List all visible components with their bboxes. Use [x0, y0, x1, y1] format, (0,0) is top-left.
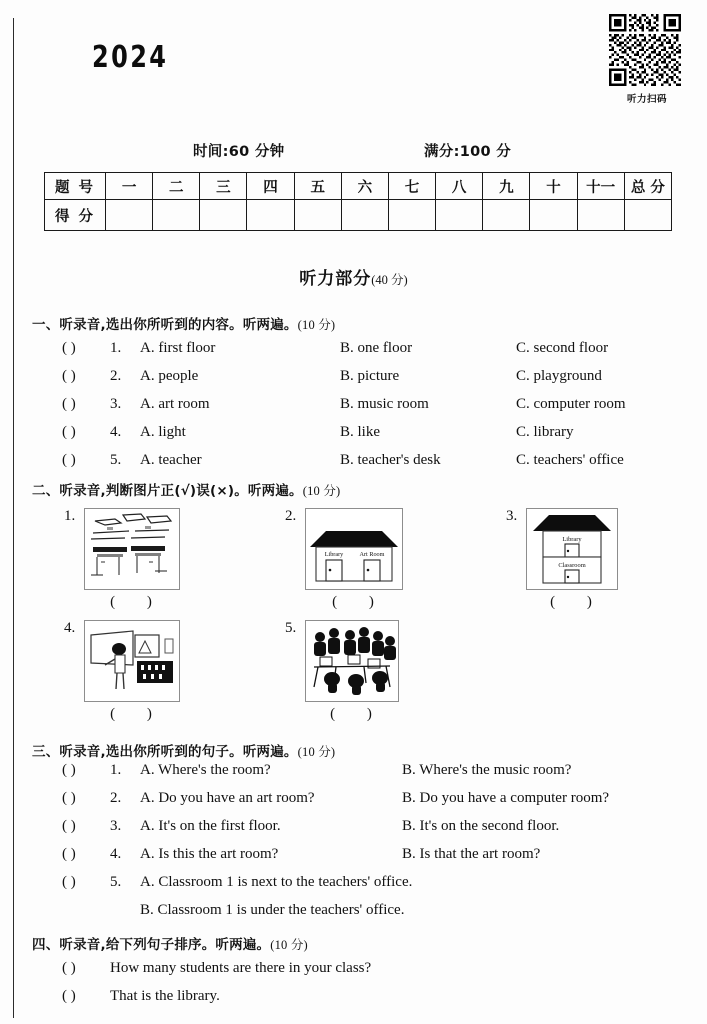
score-entry-cell[interactable]: [483, 200, 530, 231]
answer-blank[interactable]: ( ): [62, 452, 76, 468]
building-sign-top: Library: [562, 536, 582, 543]
score-entry-cell[interactable]: [200, 200, 247, 231]
picture-answer-blank-3[interactable]: ( ): [550, 594, 606, 610]
question-row[interactable]: [62, 818, 689, 840]
picture-box-1[interactable]: [84, 508, 180, 590]
score-entry-cell[interactable]: [153, 200, 200, 231]
question-row[interactable]: [62, 424, 689, 446]
table-cell-q5: 五: [294, 173, 341, 200]
ordering-sentence: That is the library.: [110, 988, 220, 1004]
qr-code-icon: [609, 14, 681, 86]
page-binding-rule: [13, 18, 14, 1018]
picture-item-3: [506, 508, 631, 616]
table-row-question-numbers: [45, 173, 672, 200]
question-row[interactable]: [62, 452, 689, 474]
score-entry-cell[interactable]: [341, 200, 388, 231]
building-sign-left: Library: [324, 551, 344, 558]
section-2-points: (10 分): [302, 484, 341, 498]
section-3-heading: [32, 740, 335, 760]
section-4-heading: [32, 933, 308, 953]
answer-blank[interactable]: ( ): [62, 790, 76, 806]
score-entry-cell[interactable]: [388, 200, 435, 231]
option-a[interactable]: A. Is this the art room?: [140, 846, 279, 862]
picture-index: 5.: [285, 620, 297, 636]
page-title: 2024: [92, 40, 169, 75]
answer-blank[interactable]: ( ): [62, 762, 76, 778]
option-a[interactable]: A. teacher: [140, 452, 202, 468]
section-1-points: (10 分): [297, 318, 336, 332]
option-b[interactable]: B. like: [340, 424, 380, 440]
answer-blank[interactable]: ( ): [62, 340, 76, 356]
picture-answer-blank-5[interactable]: ( ): [330, 706, 386, 722]
exam-duration-label: 时间:60 分钟: [193, 144, 285, 160]
option-c[interactable]: C. playground: [516, 368, 602, 384]
table-header-cell: 题 号: [45, 173, 106, 200]
question-row[interactable]: [62, 762, 689, 784]
picture-box-5[interactable]: [305, 620, 399, 702]
picture-index: 1.: [64, 508, 76, 524]
question-number: 4.: [110, 424, 122, 440]
table-cell-total: 总 分: [624, 173, 671, 200]
option-c[interactable]: C. second floor: [516, 340, 609, 356]
section-1-heading-text: 一、听录音,选出你所听到的内容。听两遍。: [32, 317, 298, 333]
question-number: 2.: [110, 790, 122, 806]
picture-index: 2.: [285, 508, 297, 524]
score-entry-cell[interactable]: [577, 200, 624, 231]
answer-blank[interactable]: ( ): [62, 818, 76, 834]
question-row[interactable]: [62, 340, 689, 362]
exam-meta-row: [0, 140, 707, 162]
section-1-heading: [32, 313, 335, 333]
table-cell-q9: 九: [483, 173, 530, 200]
ordering-item[interactable]: [62, 960, 689, 982]
question-row[interactable]: [62, 874, 689, 896]
question-number: 5.: [110, 452, 122, 468]
qr-code-block: [609, 14, 685, 105]
section-3-heading-text: 三、听录音,选出你所听到的句子。听两遍。: [32, 744, 298, 760]
building-sign-bottom: Classroom: [558, 562, 586, 569]
option-a[interactable]: A. first floor: [140, 340, 216, 356]
table-cell-q11: 十一: [577, 173, 624, 200]
question-row[interactable]: [62, 846, 689, 868]
answer-blank[interactable]: ( ): [62, 424, 76, 440]
question-number: 3.: [110, 818, 122, 834]
option-c[interactable]: C. teachers' office: [516, 452, 624, 468]
score-entry-cell[interactable]: [530, 200, 577, 231]
option-a[interactable]: A. art room: [140, 396, 210, 412]
answer-blank[interactable]: ( ): [62, 988, 76, 1004]
answer-blank[interactable]: ( ): [62, 960, 76, 976]
picture-answer-blank-1[interactable]: ( ): [110, 594, 166, 610]
score-entry-cell[interactable]: [624, 200, 671, 231]
question-number: 1.: [110, 340, 122, 356]
option-b[interactable]: B. music room: [340, 396, 429, 412]
picture-answer-blank-4[interactable]: ( ): [110, 706, 166, 722]
picture-answer-blank-2[interactable]: ( ): [332, 594, 388, 610]
option-c[interactable]: C. computer room: [516, 396, 626, 412]
picture-item-2: [285, 508, 410, 616]
teacher-at-board-picture: [85, 621, 179, 701]
option-b[interactable]: B. It's on the second floor.: [402, 818, 560, 834]
library-art-room-building-picture: [306, 509, 402, 589]
picture-item-5: [285, 620, 410, 728]
building-sign-right: Art Room: [359, 551, 385, 558]
answer-blank[interactable]: ( ): [62, 846, 76, 862]
table-cell-q3: 三: [200, 173, 247, 200]
score-entry-cell[interactable]: [436, 200, 483, 231]
section-4-heading-text: 四、听录音,给下列句子排序。听两遍。: [32, 937, 271, 953]
score-table: [44, 172, 672, 231]
picture-item-4: [64, 620, 184, 728]
table-header-cell-score: 得 分: [45, 200, 106, 231]
question-row[interactable]: [62, 790, 689, 812]
score-entry-cell[interactable]: [106, 200, 153, 231]
listening-part-points: (40 分): [371, 273, 408, 287]
score-entry-cell[interactable]: [294, 200, 341, 231]
section-2-heading-text: 二、听录音,判断图片正(√)误(×)。听两遍。: [32, 483, 303, 499]
question-number: 2.: [110, 368, 122, 384]
question-row[interactable]: [62, 368, 689, 390]
option-a[interactable]: A. It's on the first floor.: [140, 818, 281, 834]
picture-box-3[interactable]: [526, 508, 618, 590]
table-cell-q7: 七: [388, 173, 435, 200]
table-cell-q2: 二: [153, 173, 200, 200]
answer-blank[interactable]: ( ): [62, 874, 76, 890]
option-b-continued[interactable]: B. Classroom 1 is under the teachers' office.: [140, 902, 405, 918]
section-3-points: (10 分): [297, 745, 336, 759]
table-cell-q6: 六: [341, 173, 388, 200]
two-storey-building-picture: [527, 509, 617, 589]
table-cell-q10: 十: [530, 173, 577, 200]
ordering-item[interactable]: [62, 988, 689, 1010]
classroom-sketch-picture: [85, 509, 179, 589]
answer-blank[interactable]: ( ): [62, 368, 76, 384]
picture-index: 4.: [64, 620, 76, 636]
question-number: 3.: [110, 396, 122, 412]
option-b[interactable]: B. Where's the music room?: [402, 762, 572, 778]
option-b[interactable]: B. one floor: [340, 340, 413, 356]
table-cell-q4: 四: [247, 173, 294, 200]
listening-part-title: [0, 264, 707, 289]
picture-item-1: [64, 508, 184, 616]
section-2-heading: [32, 479, 340, 499]
answer-blank[interactable]: ( ): [62, 396, 76, 412]
option-a[interactable]: A. people: [140, 368, 199, 384]
option-a[interactable]: A. Do you have an art room?: [140, 790, 315, 806]
ordering-sentence: How many students are there in your class?: [110, 960, 372, 976]
margin-artifact-text: [2, 330, 12, 800]
question-number: 1.: [110, 762, 122, 778]
qr-caption: 听力扫码: [626, 94, 667, 105]
option-b[interactable]: B. Is that the art room?: [402, 846, 541, 862]
picture-index: 3.: [506, 508, 518, 524]
option-c[interactable]: C. library: [516, 424, 574, 440]
option-a[interactable]: A. Classroom 1 is next to the teachers' office.: [140, 874, 413, 890]
section-4-points: (10 分): [270, 938, 308, 952]
listening-part-label: 听力部分: [299, 269, 372, 289]
picture-box-2[interactable]: [305, 508, 403, 590]
computer-room-crowd-picture: [306, 621, 398, 701]
table-cell-q8: 八: [436, 173, 483, 200]
option-a[interactable]: A. Where's the room?: [140, 762, 271, 778]
option-b[interactable]: B. picture: [340, 368, 400, 384]
score-entry-cell[interactable]: [247, 200, 294, 231]
question-number: 4.: [110, 846, 122, 862]
picture-box-4[interactable]: [84, 620, 180, 702]
table-row-scores: [45, 200, 672, 231]
question-number: 5.: [110, 874, 122, 890]
question-row[interactable]: [62, 396, 689, 418]
option-b[interactable]: B. teacher's desk: [340, 452, 441, 468]
table-cell-q1: 一: [106, 173, 153, 200]
exam-total-score-label: 满分:100 分: [424, 144, 512, 160]
option-a[interactable]: A. light: [140, 424, 186, 440]
option-b[interactable]: B. Do you have a computer room?: [402, 790, 610, 806]
